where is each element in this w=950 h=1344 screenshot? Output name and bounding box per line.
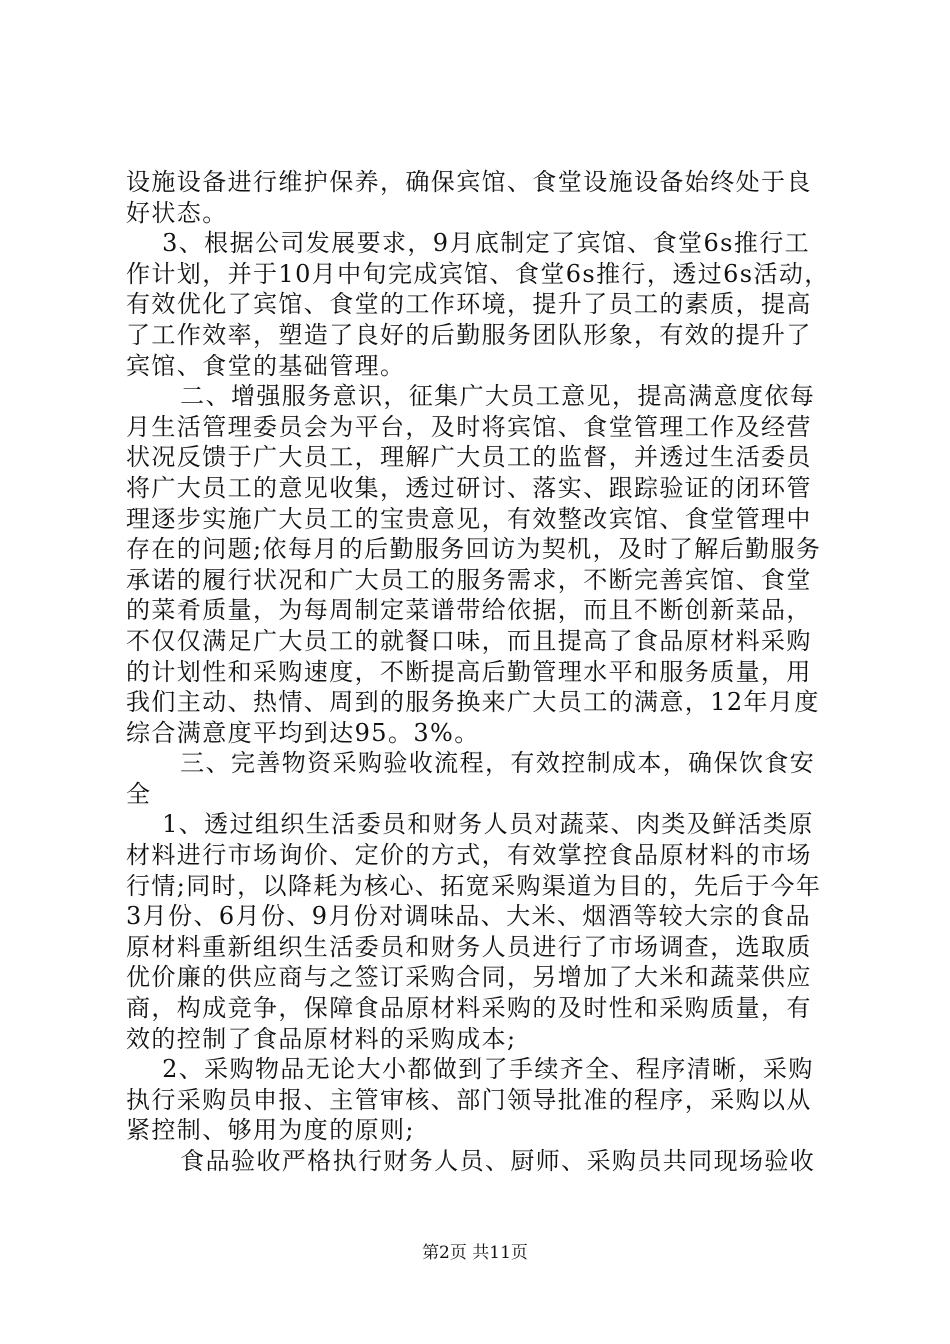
document-body [126,167,836,1177]
text-line: 食品验收严格执行财务人员、厨师、采购员共同现场验收 [126,1147,816,1175]
text-line: 将广大员工的意见收集，透过研讨、落实、跟踪验证的闭环管 [126,473,812,502]
text-line: 好状态。 [126,198,228,227]
text-line: 宾馆、食堂的基础管理。 [126,351,406,380]
text-line: 执行采购员申报、主管审核、部门领导批准的程序，采购以从 [126,1085,812,1114]
text-line: 理逐步实施广大员工的宝贵意见，有效整改宾馆、食堂管理中 [126,504,812,533]
text-line: 月生活管理委员会为平台，及时将宾馆、食堂管理工作及经营 [126,412,812,441]
text-line: 效的控制了食品原材料的采购成本; [126,1024,517,1053]
text-line: 行情;同时，以降耗为核心、拓宽采购渠道为目的，先后于今年 [126,871,822,900]
text-line: 三、完善物资采购验收流程，有效控制成本，确保饮食安 [126,749,816,778]
text-line: 的菜肴质量，为每周制定菜谱带给依据，而且不断创新菜品， [126,596,812,625]
text-line: 全 [126,779,152,808]
text-line: 3月份、6月份、9月份对调味品、大米、烟酒等较大宗的食品 [126,902,812,931]
text-line: 不仅仅满足广大员工的就餐口味，而且提高了食品原材料采购 [126,626,812,655]
text-line: 商，构成竞争，保障食品原材料采购的及时性和采购质量，有 [126,994,812,1023]
text-line: 原材料重新组织生活委员和财务人员进行了市场调查，选取质 [126,932,812,961]
text-line: 有效优化了宾馆、食堂的工作环境，提升了员工的素质，提高 [126,290,812,319]
text-line: 我们主动、热情、周到的服务换来广大员工的满意，12年月度 [126,688,820,717]
text-line: 3、根据公司发展要求，9月底制定了宾馆、食堂6s推行工 [126,229,811,258]
text-line: 承诺的履行状况和广大员工的服务需求，不断完善宾馆、食堂 [126,565,812,594]
page-footer: 第2页 共11页 [422,1243,528,1263]
text-line: 状况反馈于广大员工，理解广大员工的监督，并透过生活委员 [126,443,812,472]
text-line: 作计划，并于10月中旬完成宾馆、食堂6s推行，透过6s活动， [126,259,830,288]
text-line: 材料进行市场询价、定价的方式，有效掌控食品原材料的市场 [126,841,812,870]
text-line: 设施设备进行维护保养，确保宾馆、食堂设施设备始终处于良 [126,168,812,196]
text-line: 了工作效率，塑造了良好的后勤服务团队形象，有效的提升了 [126,320,812,349]
text-line: 紧控制、够用为度的原则; [126,1116,415,1145]
text-line: 综合满意度平均到达95。3%。 [126,718,480,747]
text-line: 优价廉的供应商与之签订采购合同，另增加了大米和蔬菜供应 [126,963,812,992]
text-line: 存在的问题;依每月的后勤服务回访为契机，及时了解后勤服务 [126,535,822,564]
text-line: 的计划性和采购速度，不断提高后勤管理水平和服务质量，用 [126,657,812,686]
text-line: 二、增强服务意识，征集广大员工意见，提高满意度依每 [126,382,816,411]
text-line: 2、采购物品无论大小都做到了手续齐全、程序清晰，采购 [126,1055,814,1084]
text-line: 1、透过组织生活委员和财务人员对蔬菜、肉类及鲜活类原 [126,810,814,839]
